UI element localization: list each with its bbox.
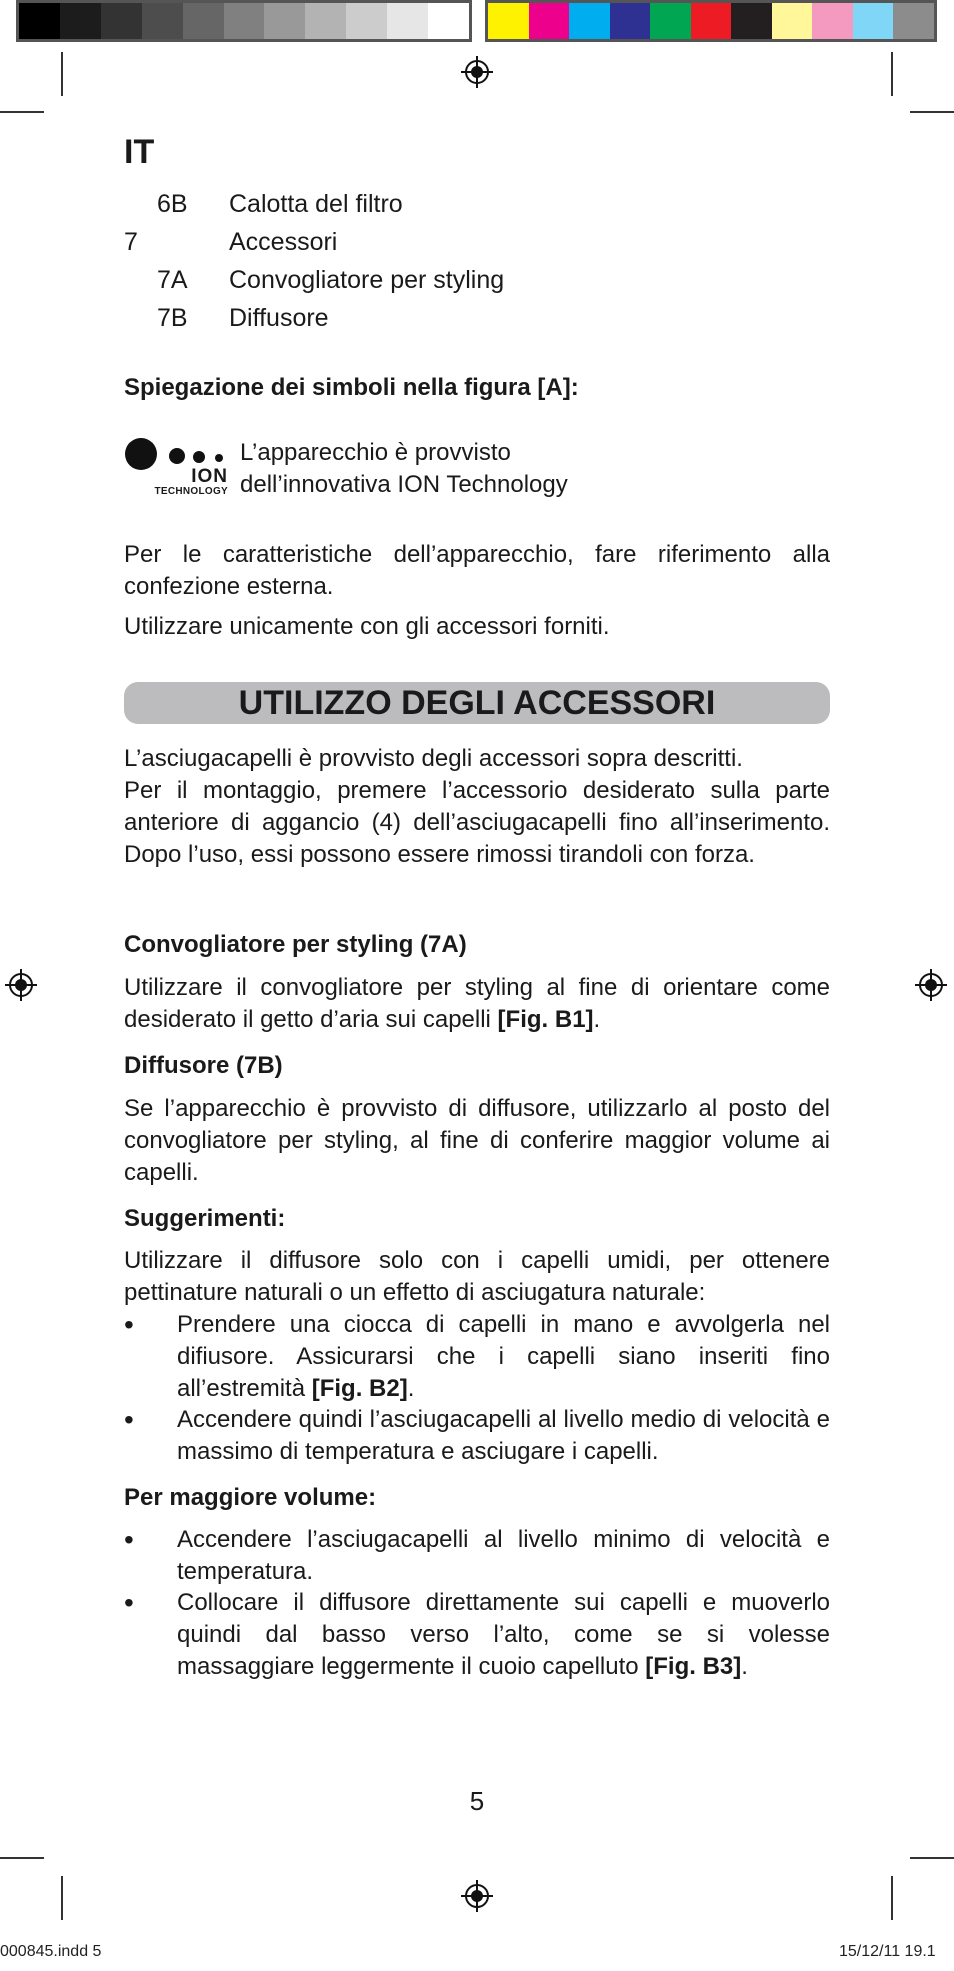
intro-paragraph: Utilizzare unicamente con gli accessori forniti. — [124, 613, 610, 640]
color-swatch — [264, 3, 305, 39]
figure-ref: [Fig. B3] — [645, 1653, 742, 1680]
footer-date: 15/12/11 19.1 — [839, 1943, 936, 1960]
crop-mark — [910, 111, 954, 113]
bullet-icon: • — [124, 1404, 134, 1435]
process-color-bar — [485, 0, 937, 42]
volume-bullet-item — [124, 1587, 830, 1683]
usage-paragraph: L’asciugacapelli è provvisto degli accessori sopra descritti. — [124, 745, 743, 772]
crop-mark — [910, 1857, 954, 1859]
bullet-text: Accendere l’asciugacapelli al livello minimo di velocità e temperatura. — [177, 1526, 830, 1585]
language-code: IT — [124, 133, 155, 171]
component-code: 7B — [157, 304, 188, 332]
styling-paragraph — [124, 972, 830, 1036]
color-swatch — [691, 3, 732, 39]
crop-mark — [891, 52, 893, 96]
component-label: Accessori — [229, 228, 338, 256]
color-swatch — [812, 3, 853, 39]
color-swatch — [731, 3, 772, 39]
registration-mark-icon — [461, 56, 493, 88]
registration-mark-icon — [915, 969, 947, 1001]
ion-description-line: L’apparecchio è provvisto — [240, 439, 511, 466]
tips-bullet-item — [124, 1404, 830, 1468]
bullet-text: Accendere quindi l’asciugacapelli al livello medio di velocità e massimo di temperatura e asciugare i capelli. — [177, 1406, 830, 1465]
color-swatch — [346, 3, 387, 39]
symbols-heading: Spiegazione dei simboli nella figura [A]: — [124, 374, 579, 401]
crop-mark — [61, 52, 63, 96]
color-swatch — [772, 3, 813, 39]
color-swatch — [853, 3, 894, 39]
ion-description-line: dell’innovativa ION Technology — [240, 471, 568, 498]
bullet-icon: • — [124, 1587, 134, 1618]
tips-heading: Suggerimenti: — [124, 1205, 286, 1232]
color-swatch — [142, 3, 183, 39]
figure-ref: [Fig. B2] — [311, 1375, 408, 1402]
styling-text: Utilizzare il convogliatore per styling al fine di orientare come desiderato il getto d’aria sui capelli — [124, 974, 830, 1033]
bullet-text — [177, 1309, 830, 1405]
diffuser-heading: Diffusore (7B) — [124, 1052, 283, 1079]
registration-mark-icon — [461, 1880, 493, 1912]
technology-logo-text: TECHNOLOGY — [154, 486, 228, 497]
crop-mark — [0, 111, 44, 113]
bullet-icon: • — [124, 1524, 134, 1555]
color-swatch — [183, 3, 224, 39]
gray-color-bar — [16, 0, 472, 42]
bullet-text-body: Collocare il diffusore direttamente sui capelli e muoverlo quindi dal basso verso l’alto, come se si volesse massaggiare leggermente il cuoio capelluto — [177, 1589, 830, 1680]
volume-bullet-item — [124, 1524, 830, 1588]
footer-filename: 000845.indd 5 — [0, 1943, 102, 1960]
crop-mark — [61, 1876, 63, 1920]
component-label: Diffusore — [229, 304, 329, 332]
page-number: 5 — [469, 1786, 485, 1816]
color-swatch — [569, 3, 610, 39]
color-swatch — [224, 3, 265, 39]
color-swatch — [60, 3, 101, 39]
component-label: Calotta del filtro — [229, 190, 403, 218]
bullet-text-body: Prendere una ciocca di capelli in mano e avvolgerla nel difiusore. Assicurarsi che i capelli siano inseriti fino all’estremità — [177, 1311, 830, 1402]
bullet-text — [177, 1587, 830, 1683]
component-code: 7A — [157, 266, 188, 294]
crop-mark — [891, 1876, 893, 1920]
styling-heading: Convogliatore per styling (7A) — [124, 931, 467, 958]
color-swatch — [529, 3, 570, 39]
diffuser-paragraph: Se l’apparecchio è provvisto di diffusore, utilizzarlo al posto del convogliatore per styling, al fine di conferire maggior volume ai capelli. — [124, 1095, 830, 1186]
color-swatch — [650, 3, 691, 39]
component-code: 6B — [157, 190, 188, 218]
registration-mark-icon — [5, 969, 37, 1001]
punctuation: . — [741, 1653, 748, 1680]
crop-mark — [0, 1857, 44, 1859]
volume-heading: Per maggiore volume: — [124, 1484, 377, 1511]
ion-description — [240, 437, 568, 501]
color-swatch — [610, 3, 651, 39]
intro-paragraph: Per le caratteristiche dell’apparecchio, fare riferimento alla confezione esterna. — [124, 541, 830, 600]
ion-logo-text: ION — [191, 466, 228, 487]
tips-bullet-item — [124, 1309, 830, 1405]
ion-technology-logo — [124, 437, 228, 497]
color-swatch — [305, 3, 346, 39]
section-title: UTILIZZO DEGLI ACCESSORI — [124, 682, 830, 724]
figure-ref: [Fig. B1] — [497, 1006, 594, 1033]
color-swatch — [893, 3, 934, 39]
punctuation: . — [407, 1375, 415, 1402]
component-code: 7 — [124, 228, 138, 256]
color-swatch — [101, 3, 142, 39]
color-swatch — [488, 3, 529, 39]
bullet-icon: • — [124, 1309, 134, 1340]
component-label: Convogliatore per styling — [229, 266, 505, 294]
punctuation: . — [593, 1006, 601, 1033]
color-swatch — [387, 3, 428, 39]
usage-paragraph: Per il montaggio, premere l’accessorio desiderato sulla parte anteriore di aggancio (4) dell’asciugacapelli fino all’inserimento. Dopo l’uso, essi possono essere rimossi tirandoli con forza. — [124, 777, 830, 868]
color-swatch — [19, 3, 60, 39]
tips-paragraph: Utilizzare il diffusore solo con i capelli umidi, per ottenere pettinature naturali o un effetto di asciugatura naturale: — [124, 1247, 830, 1306]
color-swatch — [428, 3, 469, 39]
